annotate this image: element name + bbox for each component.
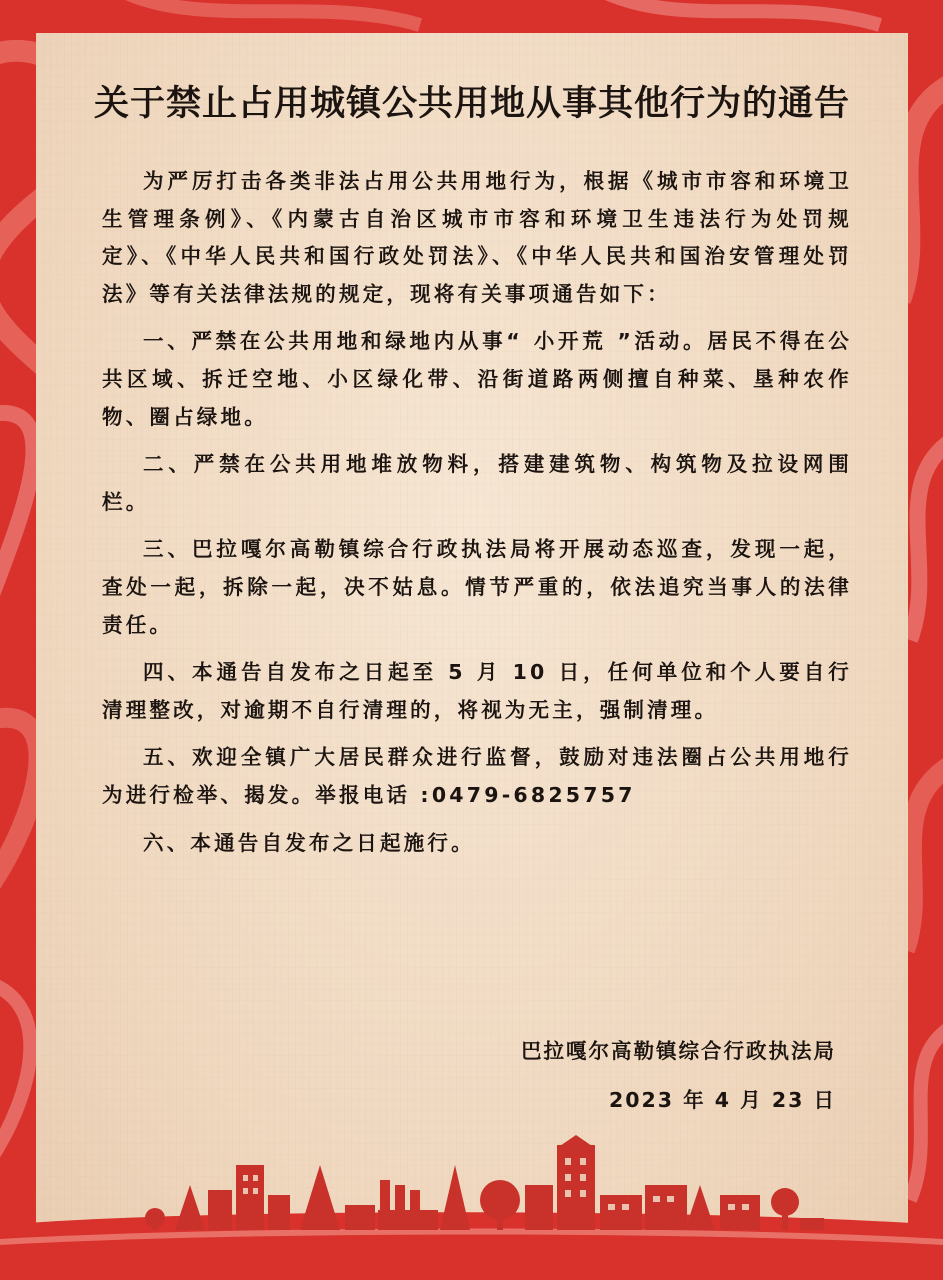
notice-item-5: 五、欢迎全镇广大居民群众进行监督，鼓励对违法圈占公共用地行为进行检举、揭发。举报电话 :0479-6825757 <box>102 745 852 807</box>
notice-intro-paragraph: 为严厉打击各类非法占用公共用地行为，根据《城市市容和环境卫生管理条例》、《内蒙古自治区城市市容和环境卫生违法行为处罚规定》、《中华人民共和国行政处罚法》、《中华人民共和国治安管理处罚法》等有关法律法规的规定，现将有关事项通告如下： <box>102 169 852 306</box>
notice-item-4: 四、本通告自发布之日起至 5 月 10 日，任何单位和个人要自行清理整改，对逾期不自行清理的，将视为无主，强制清理。 <box>102 660 852 722</box>
notice-body <box>102 163 852 872</box>
issue-date: 2023 年 4 月 23 日 <box>608 1088 836 1112</box>
issuer-name: 巴拉嘎尔高勒镇综合行政执法局 <box>521 1039 836 1063</box>
notice-item-2: 二、严禁在公共用地堆放物料，搭建建筑物、构筑物及拉设网围栏。 <box>102 452 852 514</box>
notice-item-6: 六、本通告自发布之日起施行。 <box>143 830 475 855</box>
notice-item-3: 三、巴拉嘎尔高勒镇综合行政执法局将开展动态巡查，发现一起，查处一起，拆除一起，决不姑息。情节严重的，依法追究当事人的法律责任。 <box>102 537 852 637</box>
notice-title: 关于禁止占用城镇公共用地从事其他行为的通告 <box>93 84 850 124</box>
city-skyline-illustration <box>0 1130 943 1280</box>
notice-item-1: 一、严禁在公共用地和绿地内从事“ 小开荒 ”活动。居民不得在公共区域、拆迁空地、小区绿化带、沿街道路两侧擅自种菜、垦种农作物、圈占绿地。 <box>102 329 852 429</box>
